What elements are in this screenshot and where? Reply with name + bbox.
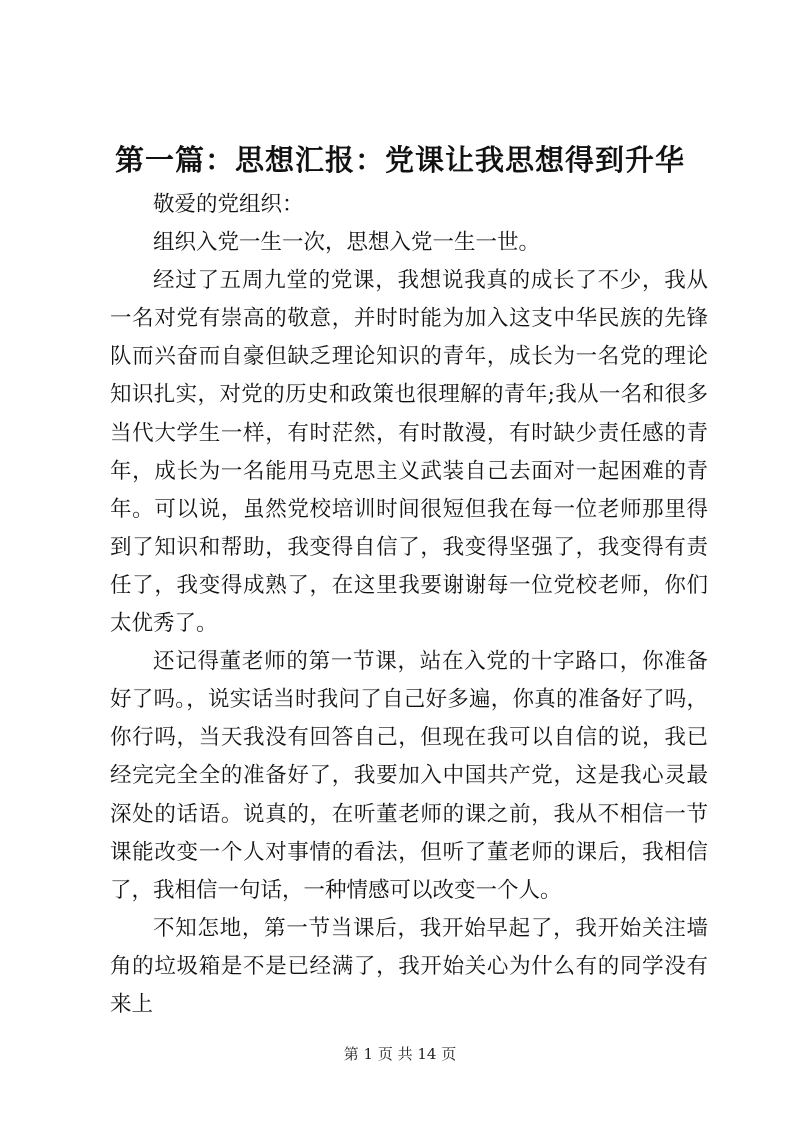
document-title: 第一篇：思想汇报：党课让我思想得到升华 [114,143,685,177]
paragraph: 经过了五周九堂的党课，我想说我真的成长了不少，我从一名对党有崇高的敬意，并时时能为加入这支中华民族的先锋队而兴奋而自豪但缺乏理论知识的青年，成长为一名党的理论知识扎实，对党的历史和政策也很理解的青年;我从一名和很多当代大学生一样，有时茫然，有时散漫，有时缺少责任感的青年，成长为一名能用马克思主义武装自己去面对一起困难的青年。可以说，虽然党校培训时间很短但我在每一位老师那里得到了知识和帮助，我变得自信了，我变得坚强了，我变得有责任了，我变得成熟了，在这里我要谢谢每一位党校老师，你们太优秀了。 [110,268,708,637]
paragraph: 不知怎地，第一节当课后，我开始早起了，我开始关注墙角的垃圾箱是不是已经满了，我开始关心为什么有的同学没有来上 [110,915,708,1017]
salutation: 敬爱的党组织： [153,192,304,217]
paragraph: 还记得董老师的第一节课，站在入党的十字路口，你准备好了吗。，说实话当时我问了自己好多遍，你真的准备好了吗，你行吗，当天我没有回答自己，但现在我可以自信的说，我已经完完全全的准备好了，我要加入中国共产党，这是我心灵最深处的话语。说真的，在听董老师的课之前，我从不相信一节课能改变一个人对事情的看法，但听了董老师的课后，我相信了，我相信一句话，一种情感可以改变一个人。 [110,649,708,903]
document-body [110,186,708,1024]
paragraph: 组织入党一生一次，思想入党一生一世。 [153,230,541,256]
page-footer: 第 1 页 共 14 页 [343,1045,457,1063]
